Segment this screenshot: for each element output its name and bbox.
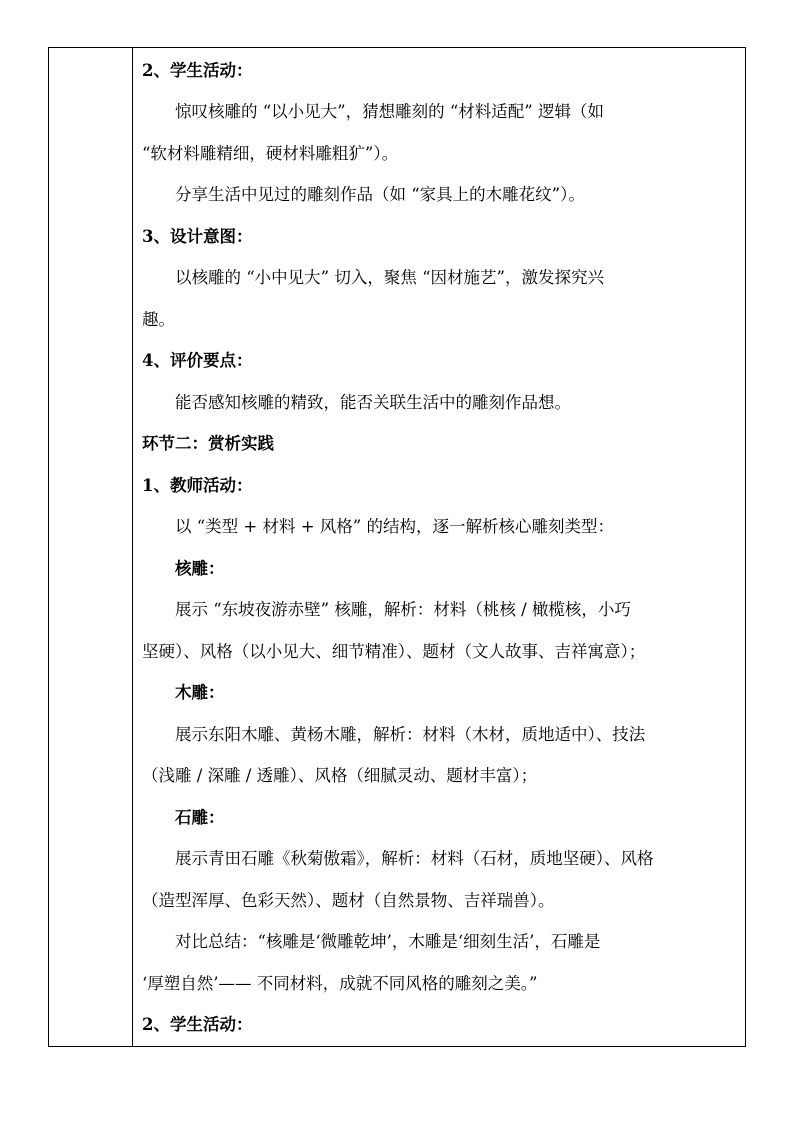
heading-design-intent: 3、设计意图： [142, 227, 253, 246]
paragraph-line: （造型浑厚、色彩天然）、题材（自然景物、吉祥瑞兽）。 [142, 891, 555, 910]
subheading-wood-carving: 木雕： [175, 683, 225, 702]
heading-student-activity: 2、学生活动： [142, 61, 253, 80]
paragraph-line: 分享生活中见过的雕刻作品（如 “家具上的木雕花纹”）。 [175, 185, 585, 204]
heading-student-activity-2: 2、学生活动： [142, 1015, 253, 1034]
heading-evaluation: 4、评价要点： [142, 351, 253, 370]
content-cell [133, 48, 745, 1046]
paragraph-line: 以 “类型 + 材料 + 风格” 的结构，逐一解析核心雕刻类型： [175, 517, 614, 536]
paragraph-line: 坚硬）、风格（以小见大、细节精准）、题材（文人故事、吉祥寓意）； [142, 642, 646, 661]
paragraph-line: 展示东阳木雕、黄杨木雕，解析：材料（木材，质地适中）、技法 [175, 725, 646, 744]
paragraph-line: 趣。 [142, 310, 175, 329]
paragraph-line: “软材料雕精细，硬材料雕粗犷”）。 [142, 144, 399, 163]
label-column [49, 48, 133, 1046]
paragraph-line: 能否感知核雕的精致，能否关联生活中的雕刻作品想。 [175, 393, 571, 412]
paragraph-line: （浅雕 / 深雕 / 透雕）、风格（细腻灵动、题材丰富）； [142, 766, 538, 785]
paragraph-line: 以核雕的 “小中见大” 切入，聚焦 “因材施艺”，激发探究兴 [175, 268, 604, 287]
paragraph-line: 展示青田石雕《秋菊傲霜》，解析：材料（石材，质地坚硬）、风格 [175, 849, 654, 868]
paragraph-line: 对比总结：“核雕是‘微雕乾坤’，木雕是‘细刻生活’，石雕是 [175, 932, 601, 951]
paragraph-line: 惊叹核雕的 “以小见大”，猜想雕刻的 “材料适配” 逻辑（如 [175, 102, 604, 121]
paragraph-line: ‘厚塑自然’—— 不同材料，成就不同风格的雕刻之美。” [142, 974, 538, 993]
lesson-plan-table [48, 47, 746, 1047]
subheading-stone-carving: 石雕： [175, 808, 225, 827]
heading-teacher-activity: 1、教师活动： [142, 476, 253, 495]
subheading-nut-carving: 核雕： [175, 559, 225, 578]
paragraph-line: 展示 “东坡夜游赤壁” 核雕，解析：材料（桃核 / 橄榄核，小巧 [175, 600, 631, 619]
heading-section-two: 环节二：赏析实践 [142, 434, 274, 453]
